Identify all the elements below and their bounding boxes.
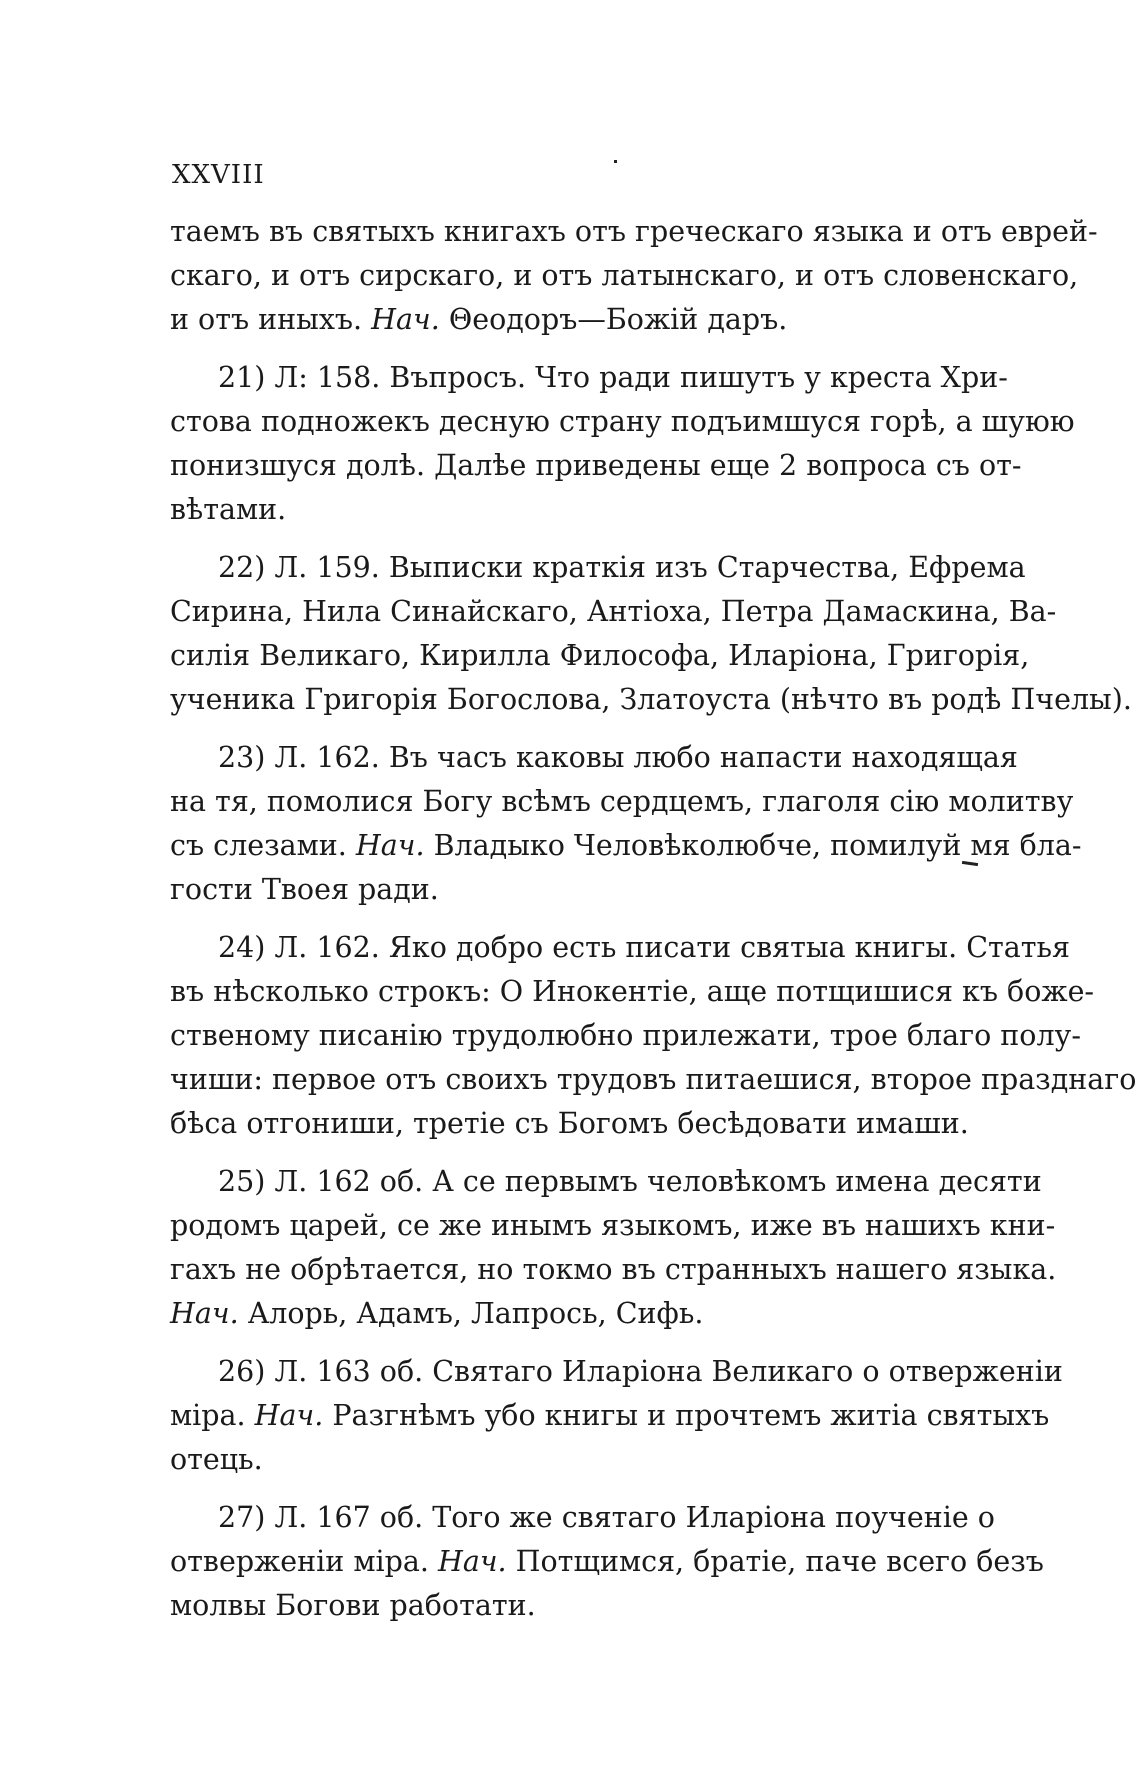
text-run: понизшуся долѣ. Далѣе приведены еще 2 вопроса съ от-	[170, 449, 1022, 482]
text-line	[170, 210, 1098, 254]
text-line	[170, 1496, 995, 1540]
text-run: ученика Григорія Богослова, Златоуста (нѣчто въ родѣ Пчелы).	[170, 683, 1132, 716]
text-line	[170, 356, 1008, 400]
text-line	[170, 970, 1095, 1014]
text-line	[170, 1058, 1137, 1102]
paragraph-gap	[170, 912, 990, 926]
text-run: 23) Л. 162. Въ часъ каковы любо напасти находящая	[218, 741, 1018, 774]
text-run: молвы Богови работати.	[170, 1589, 536, 1622]
text-line	[170, 1394, 1050, 1438]
paragraph-gap	[170, 722, 990, 736]
text-line	[170, 1204, 1056, 1248]
text-line	[170, 1248, 1057, 1292]
text-run: отверженіи міра.	[170, 1545, 438, 1578]
text-run: Сирина, Нила Синайскаго, Антіоха, Петра Дамаскина, Ва-	[170, 595, 1057, 628]
text-run: Алорь, Адамъ, Лапрось, Сифь.	[238, 1297, 704, 1330]
text-run: ственому писанію трудолюбно прилежати, трое благо полу-	[170, 1019, 1081, 1052]
text-line	[170, 298, 990, 342]
incipit-marker: Нач.	[254, 1399, 324, 1432]
text-line	[170, 1014, 1081, 1058]
text-line	[170, 634, 1030, 678]
text-run: съ слезами.	[170, 829, 356, 862]
text-line	[170, 1102, 990, 1146]
paragraph-gap	[170, 1146, 990, 1160]
text-run: гости Твоея ради.	[170, 873, 439, 906]
text-line	[170, 546, 1026, 590]
incipit-marker: Нач.	[437, 1545, 507, 1578]
page-number: XXVIII	[172, 160, 265, 190]
text-run: міра.	[170, 1399, 255, 1432]
text-run: скаго, и отъ сирскаго, и отъ латынскаго, и отъ словенскаго,	[170, 259, 1079, 292]
text-run: въ нѣсколько строкъ: О Инокентіе, аще потщишися къ боже-	[170, 975, 1095, 1008]
text-run: силія Великаго, Кирилла Философа, Иларіона, Григорія,	[170, 639, 1030, 672]
text-run: бѣса отгониши, третіе съ Богомъ бесѣдовати имаши.	[170, 1107, 969, 1140]
text-line	[170, 926, 1071, 970]
text-run: гахъ не обрѣтается, но токмо въ странныхъ нашего языка.	[170, 1253, 1057, 1286]
text-line	[170, 736, 1018, 780]
text-run: вѣтами.	[170, 493, 287, 526]
text-run: 21) Л: 158. Въпросъ. Что ради пишутъ у креста Хри-	[218, 361, 1008, 394]
ink-speck	[614, 160, 617, 163]
text-run: Потщимся, братіе, паче всего безъ	[506, 1545, 1044, 1578]
text-line	[170, 780, 1074, 824]
text-line	[170, 824, 1082, 868]
text-run: на тя, помолися Богу всѣмъ сердцемъ, глаголя сію молитву	[170, 785, 1074, 818]
text-run: Θеодоръ—Божій даръ.	[439, 303, 788, 336]
text-run: отець.	[170, 1443, 263, 1476]
incipit-marker: Нач.	[170, 1297, 239, 1330]
paragraph-gap	[170, 1482, 990, 1496]
paragraph-gap	[170, 532, 990, 546]
text-line	[170, 1350, 1063, 1394]
text-run: Разгнѣмъ убо книгы и прочтемъ житіа святыхъ	[323, 1399, 1050, 1432]
text-run: таемъ въ святыхъ книгахъ отъ греческаго языка и отъ еврей-	[170, 215, 1098, 248]
text-run: чиши: первое отъ своихъ трудовъ питаешися, второе празднаго	[170, 1063, 1137, 1096]
text-line	[170, 1292, 990, 1336]
text-line	[170, 400, 1075, 444]
text-run: родомъ царей, се же инымъ языкомъ, иже въ нашихъ кни-	[170, 1209, 1056, 1242]
text-run: 25) Л. 162 об. А се первымъ человѣкомъ имена десяти	[218, 1165, 1042, 1198]
text-line	[170, 1160, 1042, 1204]
text-run: Владыко Человѣколюбче, помилуй мя бла-	[424, 829, 1082, 862]
text-run: 24) Л. 162. Яко добро есть писати святыа книгы. Статья	[218, 931, 1071, 964]
text-line	[170, 1584, 990, 1628]
text-run: 26) Л. 163 об. Святаго Иларіона Великаго о отверженіи	[218, 1355, 1063, 1388]
incipit-marker: Нач.	[355, 829, 425, 862]
text-line	[170, 488, 990, 532]
text-line	[170, 590, 1057, 634]
text-line	[170, 444, 1022, 488]
text-run: стова подножекъ десную страну подъимшуся горѣ, а шуюю	[170, 405, 1075, 438]
paragraph-gap	[170, 342, 990, 356]
text-run: 22) Л. 159. Выписки краткія изъ Старчества, Ефрема	[218, 551, 1026, 584]
paragraph-gap	[170, 1336, 990, 1350]
text-run: 27) Л. 167 об. Того же святаго Иларіона поученіе о	[218, 1501, 995, 1534]
text-line	[170, 254, 1079, 298]
body-text	[170, 210, 1137, 1628]
text-line	[170, 1540, 1044, 1584]
text-run: и отъ иныхъ.	[170, 303, 372, 336]
text-line	[170, 1438, 990, 1482]
incipit-marker: Нач.	[371, 303, 440, 336]
text-line	[170, 678, 1132, 722]
text-line	[170, 868, 990, 912]
